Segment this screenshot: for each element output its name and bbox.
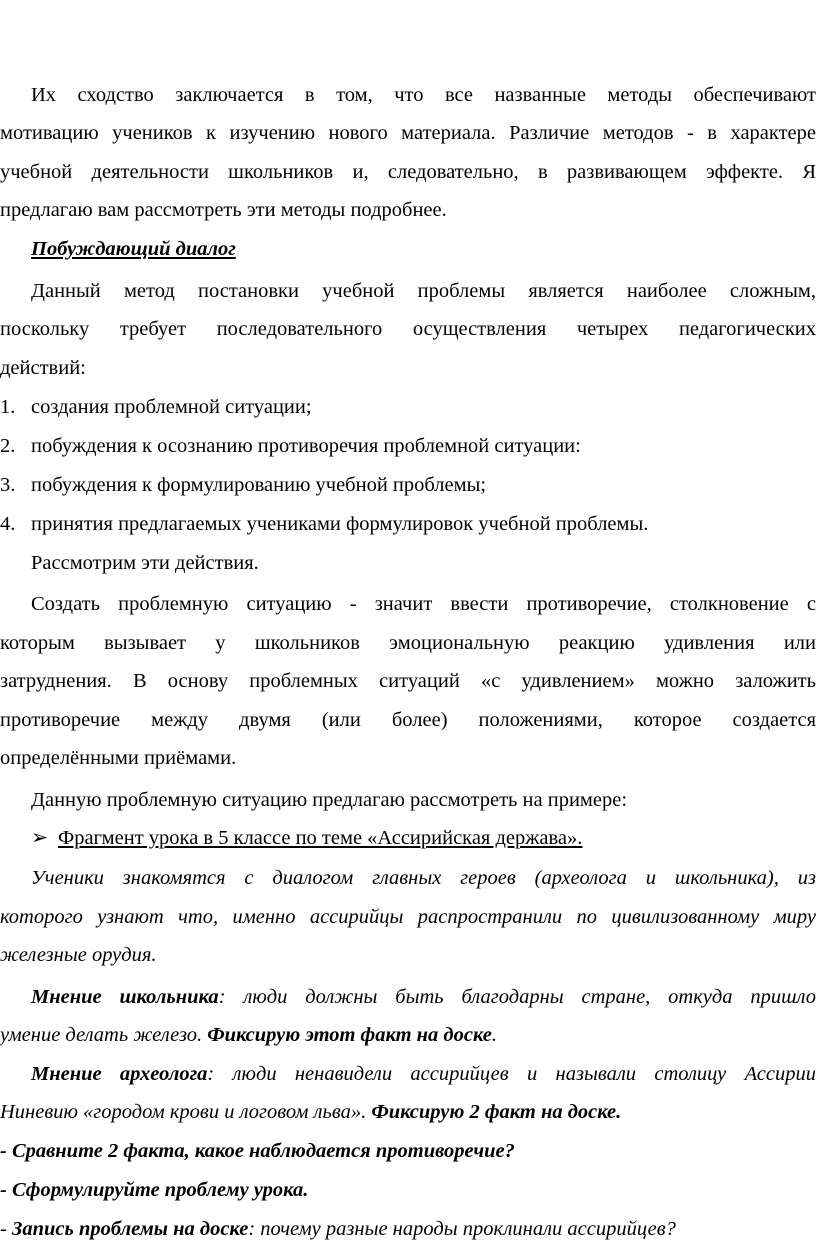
list-item: [0, 511, 816, 537]
question-formulate: - Сформулируйте проблему урока.: [0, 1179, 309, 1201]
archaeologist-opinion-label: Мнение археолога: [31, 1063, 208, 1085]
student-opinion-text: : люди должны быть благодарны стране, откуда пришло: [218, 986, 816, 1008]
list-item-number: 2.: [0, 435, 16, 457]
paragraph-situation-line-3: затруднения. В основу проблемных ситуаций «с удивлением» можно заложить: [0, 670, 816, 692]
archaeologist-opinion-action: Фиксирую 2 факт на доске.: [371, 1101, 622, 1123]
list-item: [0, 472, 816, 498]
paragraph-intro-line-2: мотивацию учеников к изучению нового материала. Различие методов - в характере: [0, 122, 816, 144]
paragraph-situation-line-2: которым вызывает у школьников эмоциональную реакцию удивления или: [0, 632, 816, 654]
problem-record-dash: -: [0, 1218, 12, 1240]
paragraph-intro-line-3: учебной деятельности школьников и, следовательно, в развивающем эффекте. Я: [0, 161, 816, 183]
list-item-text: побуждения к осознанию противоречия проблемной ситуации:: [31, 435, 581, 457]
archaeologist-opinion-text: : люди ненавидели ассирийцев и называли столицу Ассирии: [207, 1063, 816, 1085]
list-item: [0, 394, 816, 420]
paragraph-dialog-line-1: Ученики знакомятся с диалогом главных героев (археолога и школьника), из: [31, 867, 816, 889]
problem-record-label: Запись проблемы на доске: [11, 1218, 249, 1240]
list-item-number: 1.: [0, 396, 16, 418]
paragraph-intro-line-4: предлагаю вам рассмотреть эти методы подробнее.: [0, 199, 447, 221]
paragraph-method-line-1: Данный метод постановки учебной проблемы является наиболее сложным,: [31, 280, 816, 302]
section-heading: [0, 236, 816, 262]
list-item-text: создания проблемной ситуации;: [31, 396, 312, 418]
list-item-number: 4.: [0, 513, 16, 535]
student-opinion-line-1: [0, 984, 816, 1010]
paragraph-dialog-line-3: железные орудия.: [0, 944, 157, 966]
list-item-text: побуждения к формулированию учебной проблемы;: [31, 474, 487, 496]
paragraph-dialog-line-2: которого узнают что, именно ассирийцы распространили по цивилизованному миру: [0, 906, 816, 928]
problem-record-line: [0, 1216, 816, 1242]
paragraph-method-line-2: поскольку требует последовательного осуществления четырех педагогических: [0, 318, 816, 340]
paragraph-intro-line-1: Их сходство заключается в том, что все названные методы обеспечивают: [31, 84, 816, 106]
archaeologist-opinion-line-2: [0, 1099, 816, 1125]
list-item-number: 3.: [0, 474, 16, 496]
student-opinion-line-2: [0, 1022, 816, 1048]
paragraph-method-line-3: действий:: [0, 357, 86, 379]
paragraph-situation-line-1: Создать проблемную ситуацию - значит ввести противоречие, столкновение с: [31, 593, 816, 615]
archaeologist-opinion-continuation: Ниневию «городом крови и логовом льва».: [0, 1101, 372, 1123]
section-heading-text: Побуждающий диалог: [31, 238, 236, 260]
paragraph-situation-line-4: противоречие между двумя (или более) положениями, которое создается: [0, 709, 816, 731]
list-item-text: принятия предлагаемых учениками формулировок учебной проблемы.: [31, 513, 649, 535]
paragraph-example-intro: Данную проблемную ситуацию предлагаю рассмотреть на примере:: [31, 789, 628, 811]
bullet-item: [0, 825, 816, 851]
bullet-item-text: Фрагмент урока в 5 классе по теме «Ассирийская держава».: [58, 827, 583, 849]
list-item: [0, 433, 816, 459]
student-opinion-action: Фиксирую этот факт на доске: [207, 1024, 492, 1046]
question-compare: - Сравните 2 факта, какое наблюдается противоречие?: [0, 1140, 515, 1162]
student-opinion-label: Мнение школьника: [31, 986, 219, 1008]
student-opinion-continuation: умение делать железо.: [0, 1024, 208, 1046]
paragraph-situation-line-5: определёнными приёмами.: [0, 747, 237, 769]
student-opinion-end: .: [491, 1024, 497, 1046]
archaeologist-opinion-line-1: [0, 1061, 816, 1087]
paragraph-consider: Рассмотрим эти действия.: [31, 552, 259, 574]
problem-record-text: : почему разные народы проклинали ассирийцев?: [248, 1218, 676, 1240]
arrow-bullet-icon: ➢: [31, 827, 49, 849]
